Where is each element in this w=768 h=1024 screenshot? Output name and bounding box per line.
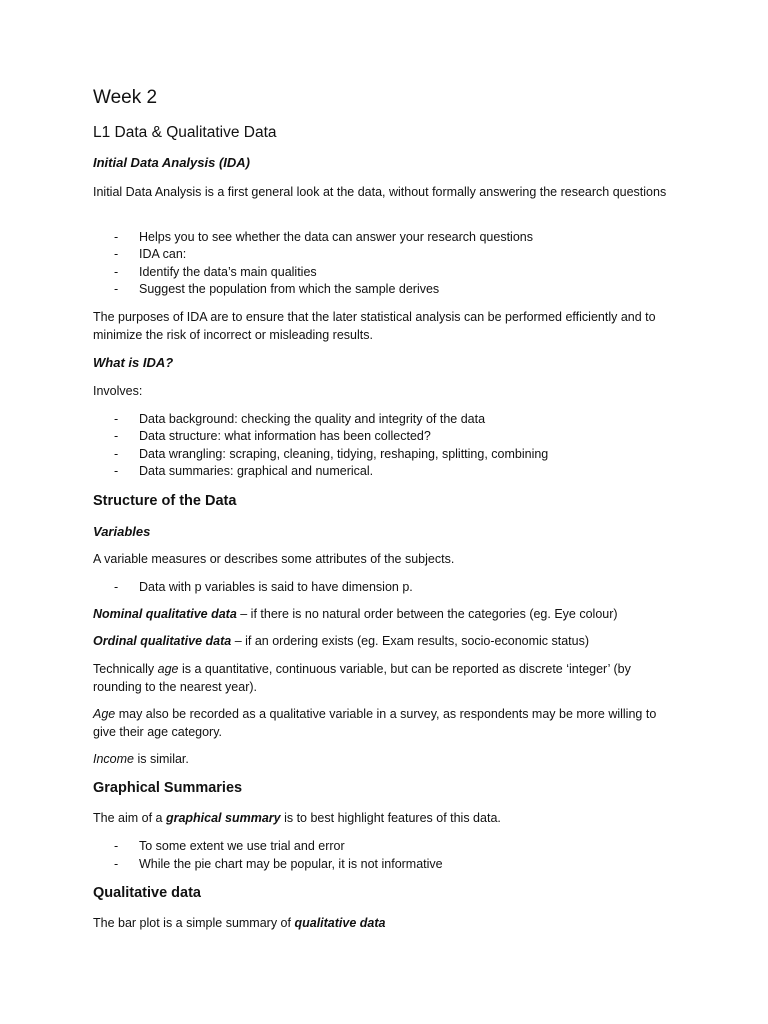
list-item: - Data summaries: graphical and numerical. [114, 464, 374, 478]
ida-intro: Initial Data Analysis is a first general look at the data, without formally answering the research questions [93, 185, 667, 199]
ida-heading: Initial Data Analysis (IDA) [93, 155, 250, 170]
ida-purpose: The purposes of IDA are to ensure that the later statistical analysis can be performed efficiently and to minimize the risk of incorrect or misleading results. [93, 310, 656, 342]
list-item: - Data background: checking the quality and integrity of the data [114, 412, 486, 426]
list-item: - Suggest the population from which the sample derives [114, 282, 440, 296]
involves-label: Involves: [93, 384, 143, 398]
qualitative-data-heading: Qualitative data [93, 885, 201, 901]
barplot-note: The bar plot is a simple summary of qualitative data [93, 916, 386, 930]
income-note: Income is similar. [93, 752, 189, 766]
variable-definition: A variable measures or describes some attributes of the subjects. [93, 552, 455, 566]
list-item: - To some extent we use trial and error [114, 839, 345, 853]
ordinal-definition: Ordinal qualitative data – if an ordering exists (eg. Exam results, socio-economic status) [93, 634, 590, 648]
graphical-aim: The aim of a graphical summary is to best highlight features of this data. [93, 811, 501, 825]
lecture-title: L1 Data & Qualitative Data [93, 124, 277, 141]
list-item: - Data structure: what information has been collected? [114, 429, 431, 443]
what-is-ida-heading: What is IDA? [93, 355, 174, 370]
list-item: - Data with p variables is said to have dimension p. [114, 580, 413, 594]
age-quantitative-note: Technically age is a quantitative, continuous variable, but can be reported as discrete ‘integer’ (by rounding to the nearest year). [93, 662, 631, 694]
structure-heading: Structure of the Data [93, 493, 237, 509]
week-title: Week 2 [93, 87, 158, 108]
age-qualitative-note: Age may also be recorded as a qualitative variable in a survey, as respondents may be more willing to give their age category. [93, 707, 657, 739]
list-item: - IDA can: [114, 247, 187, 261]
list-item: - Data wrangling: scraping, cleaning, tidying, reshaping, splitting, combining [114, 447, 549, 461]
list-item: - Helps you to see whether the data can answer your research questions [114, 230, 533, 244]
graphical-summaries-heading: Graphical Summaries [93, 780, 243, 796]
nominal-definition: Nominal qualitative data – if there is no natural order between the categories (eg. Eye colour) [93, 607, 618, 621]
list-item: - While the pie chart may be popular, it is not informative [114, 857, 443, 871]
list-item: - Identify the data’s main qualities [114, 265, 317, 279]
variables-heading: Variables [93, 524, 151, 539]
